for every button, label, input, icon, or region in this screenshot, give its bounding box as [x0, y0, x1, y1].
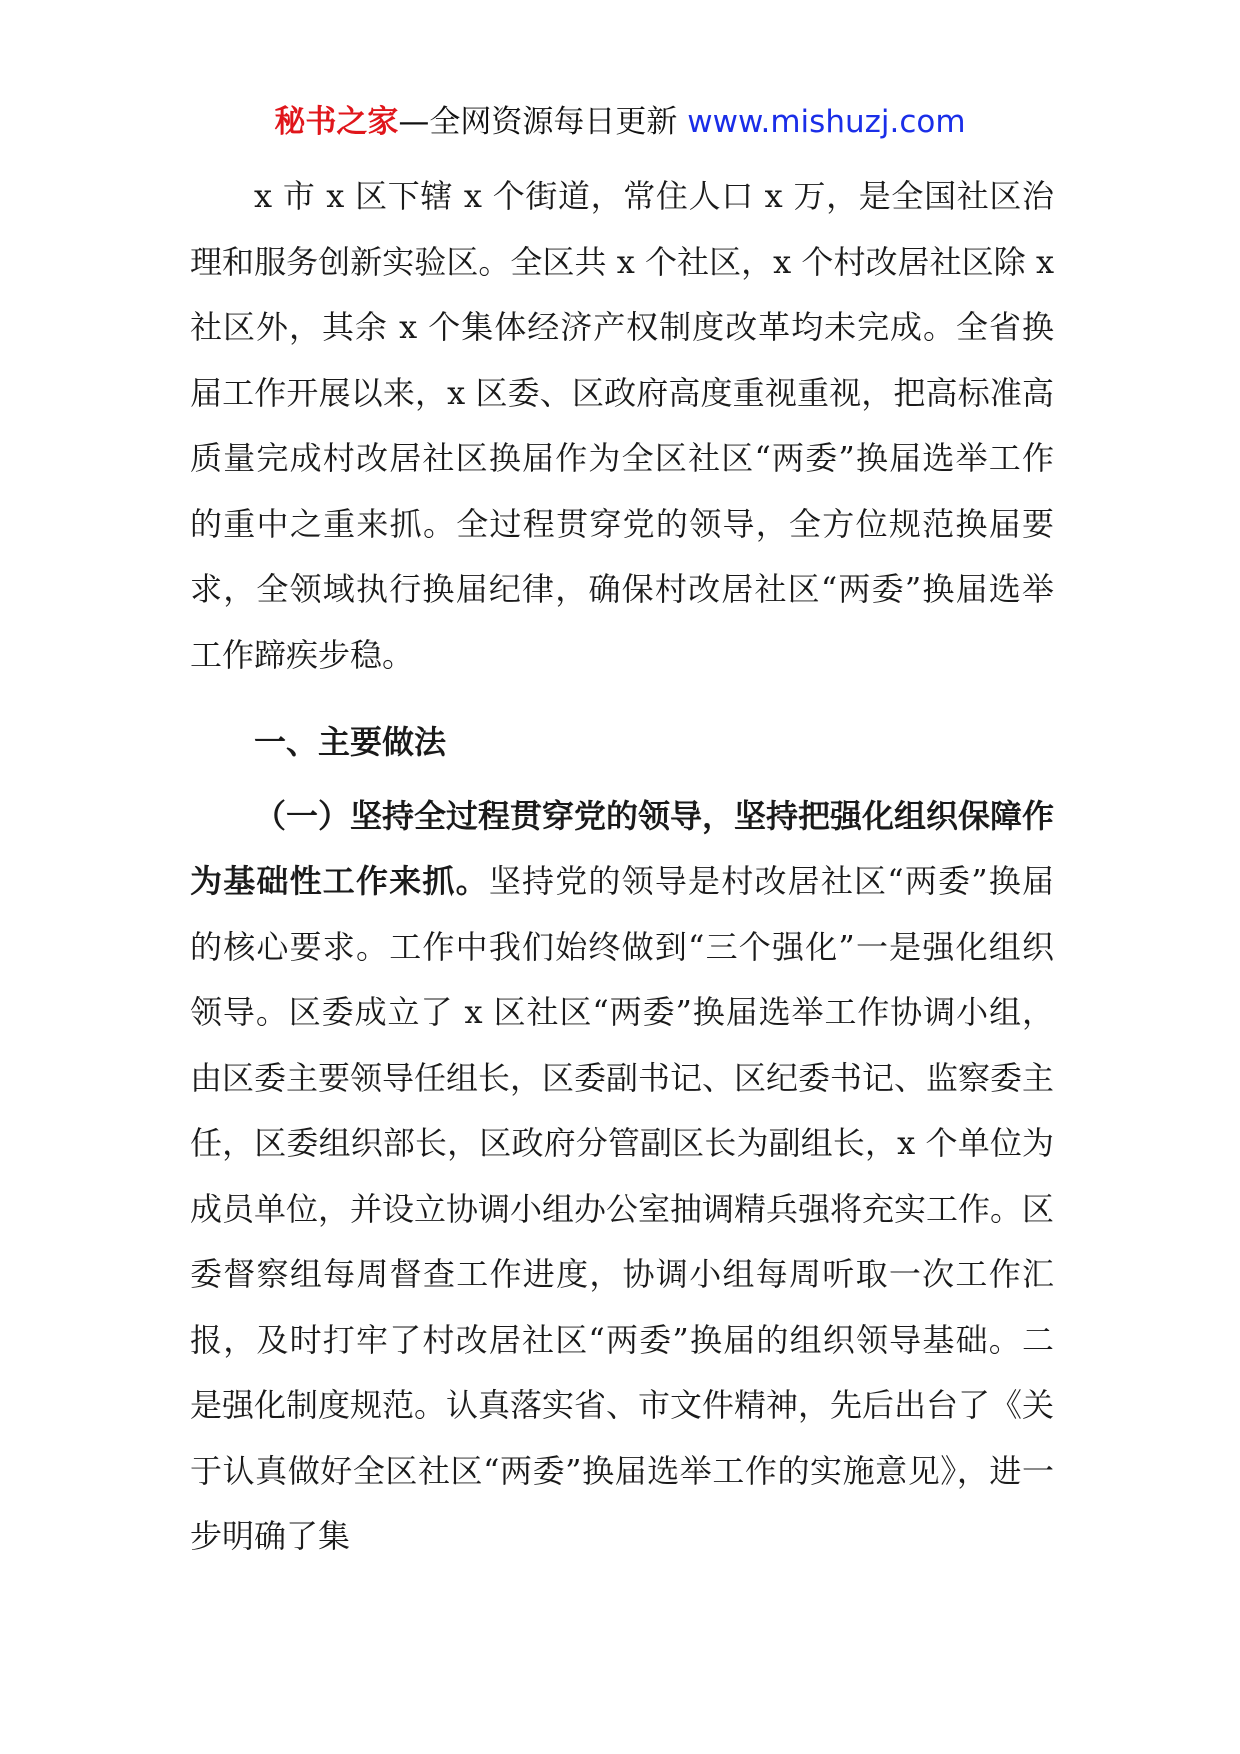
section-heading: 一、主要做法: [254, 723, 447, 761]
section-1-paragraph: [190, 784, 1054, 1570]
intro-paragraph: x 市 x 区下辖 x 个街道，常住人口 x 万，是全国社区治理和服务创新实验区。全区共 x 个社区，x 个村改居社区除 x 社区外，其余 x 个集体经济产权制度改革均未完成。全省换届工作开展以来，x 区委、区政府高度重视重视，把高标准高质量完成村改居社区换届作为全区社区“两委”换届选举工作的重中之重来抓。全过程贯穿党的领导，全方位规范换届要求，全领域执行换届纪律，确保村改居社区“两委”换届选举工作蹄疾步稳。: [190, 177, 1054, 674]
site-header: [0, 100, 1240, 144]
site-url-link[interactable]: www.mishuzj.com: [687, 104, 966, 140]
section-1-body: 坚持党的领导是村改居社区“两委”换届的核心要求。工作中我们始终做到“三个强化”一是强化组织领导。区委成立了 x 区社区“两委”换届选举工作协调小组，由区委主要领导任组长，区委副书记、区纪委书记、监察委主任，区委组织部长，区政府分管副区长为副组长，x 个单位为成员单位，并设立协调小组办公室抽调精兵强将充实工作。区委督察组每周督查工作进度，协调小组每周听取一次工作汇报，及时打牢了村改居社区“两委”换届的组织领导基础。二是强化制度规范。认真落实省、市文件精神，先后出台了《关于认真做好全区社区“两委”换届选举工作的实施意见》，进一步明确了集: [190, 862, 1055, 1555]
section-1-lead: （一）坚持全过程贯穿党的领导，坚持把强化组织保障作为基础性工作来抓。: [190, 796, 1055, 900]
header-slogan: —全网资源每日更新: [398, 104, 688, 140]
document-body: [190, 164, 1054, 1570]
brand-name: 秘书之家: [274, 104, 399, 140]
